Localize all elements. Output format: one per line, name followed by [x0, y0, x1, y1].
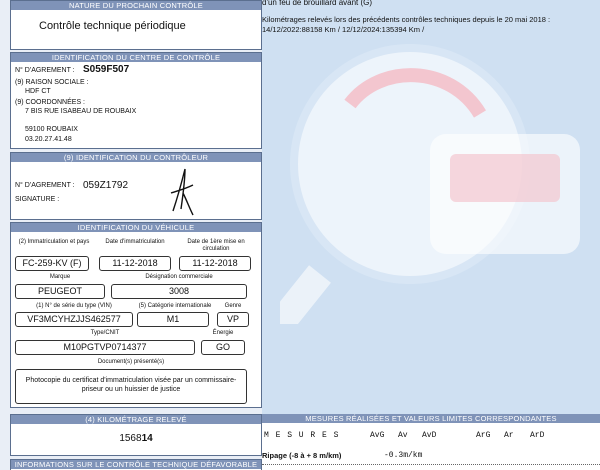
mesures-panel: [262, 414, 600, 470]
ripage-label: Ripage (-8 à + 8 m/km): [262, 451, 342, 460]
date-first-value: 11-12-2018: [179, 256, 251, 271]
vehicule-header: IDENTIFICATION DU VÉHICULE: [11, 223, 261, 232]
col-avg: AvG: [370, 431, 385, 440]
energie-value: GO: [201, 340, 245, 355]
marque-label: Marque: [49, 274, 71, 280]
docs-label: Document(s) présenté(s): [97, 359, 165, 365]
informations-panel: [10, 459, 262, 470]
controleur-agrement-label: N° D'AGREMENT :: [15, 182, 75, 189]
signature-image: [163, 163, 197, 219]
date-first-label: Date de 1ère mise en circulation: [187, 239, 245, 252]
vehicule-panel: [10, 222, 262, 408]
controleur-header: (9) IDENTIFICATION DU CONTRÔLEUR: [11, 153, 261, 162]
centre-header: IDENTIFICATION DU CENTRE DE CONTRÔLE: [11, 53, 261, 62]
col-av: Av: [398, 431, 408, 440]
centre-phone: 03.20.27.41.48: [25, 136, 72, 143]
immat-label: (2) Immatriculation et pays: [18, 239, 90, 245]
col-ar: Ar: [504, 431, 514, 440]
kilometrage-panel: [10, 414, 262, 456]
marque-value: PEUGEOT: [15, 284, 105, 299]
next-control-header: NATURE DU PROCHAIN CONTRÔLE: [11, 1, 261, 10]
next-control-value: Contrôle technique périodique: [39, 20, 186, 32]
col-ard: ArD: [530, 431, 545, 440]
energie-label: Énergie: [212, 330, 234, 336]
right-column: [262, 0, 600, 470]
right-top-line: d'un feu de brouillard avant (G): [262, 0, 373, 7]
centre-coord-label: (9) COORDONNÉES :: [15, 99, 86, 106]
kilometrage-value: [11, 433, 261, 444]
col-arg: ArG: [476, 431, 491, 440]
mesures-header: MESURES RÉALISÉES ET VALEURS LIMITES CORRESPONDANTES: [262, 414, 600, 423]
centre-address-line1: 7 BIS RUE ISABEAU DE ROUBAIX: [25, 108, 137, 115]
next-control-panel: [10, 0, 262, 50]
centre-panel: [10, 52, 262, 149]
centre-raison-label: (9) RAISON SOCIALE :: [15, 79, 89, 86]
centre-address-line2: 59100 ROUBAIX: [25, 126, 78, 133]
centre-agrement-value: S059F507: [83, 64, 130, 75]
date-immat-label: Date d'immatriculation: [105, 239, 165, 245]
ripage-value: -0.3m/km: [384, 451, 423, 460]
controleur-agrement-value: 059Z1792: [83, 180, 129, 191]
km-note-line1: Kilométrages relevés lors des précédents contrôles techniques depuis le 20 mai 2018 :: [262, 15, 551, 24]
ripage-dotted-line: [262, 464, 600, 465]
controleur-panel: [10, 152, 262, 220]
left-column: [0, 0, 262, 470]
centre-agrement-label: N° D'AGREMENT :: [15, 67, 75, 74]
kilometrage-value-bold: 14: [141, 433, 153, 444]
watermark-emblem: [280, 24, 600, 324]
col-avd: AvD: [422, 431, 437, 440]
vin-value: VF3MCYHZJJS462577: [15, 312, 133, 327]
centre-raison-value: HDF CT: [25, 88, 51, 95]
designation-label: Désignation commerciale: [145, 274, 213, 280]
kilometrage-value-main: 1568: [119, 433, 142, 444]
type-label: Type/CNIT: [90, 330, 120, 336]
vin-label: (1) N° de série du type (VIN): [36, 303, 112, 309]
docs-value: Photocopie du certificat d'immatriculation visée par un commissaire-priseur ou un huissier de justice: [15, 369, 247, 404]
controleur-signature-label: SIGNATURE :: [15, 196, 60, 203]
designation-value: 3008: [111, 284, 247, 299]
genre-label: Genre: [224, 303, 242, 309]
type-value: M10PGTVP0714377: [15, 340, 195, 355]
immat-value: FC-259-KV (F): [15, 256, 89, 271]
mesures-col-label: M E S U R E S: [264, 431, 340, 440]
categorie-label: (5) Catégorie internationale: [138, 303, 212, 309]
km-note-line2: 14/12/2022:88158 Km / 12/12/2024:135394 Km /: [262, 25, 425, 34]
date-immat-value: 11-12-2018: [99, 256, 171, 271]
kilometrage-header: (4) KILOMÉTRAGE RELEVÉ: [11, 415, 261, 424]
informations-header: INFORMATIONS SUR LE CONTRÔLE TECHNIQUE DÉFAVORABLE: [11, 460, 261, 469]
categorie-value: M1: [137, 312, 209, 327]
genre-value: VP: [217, 312, 249, 327]
